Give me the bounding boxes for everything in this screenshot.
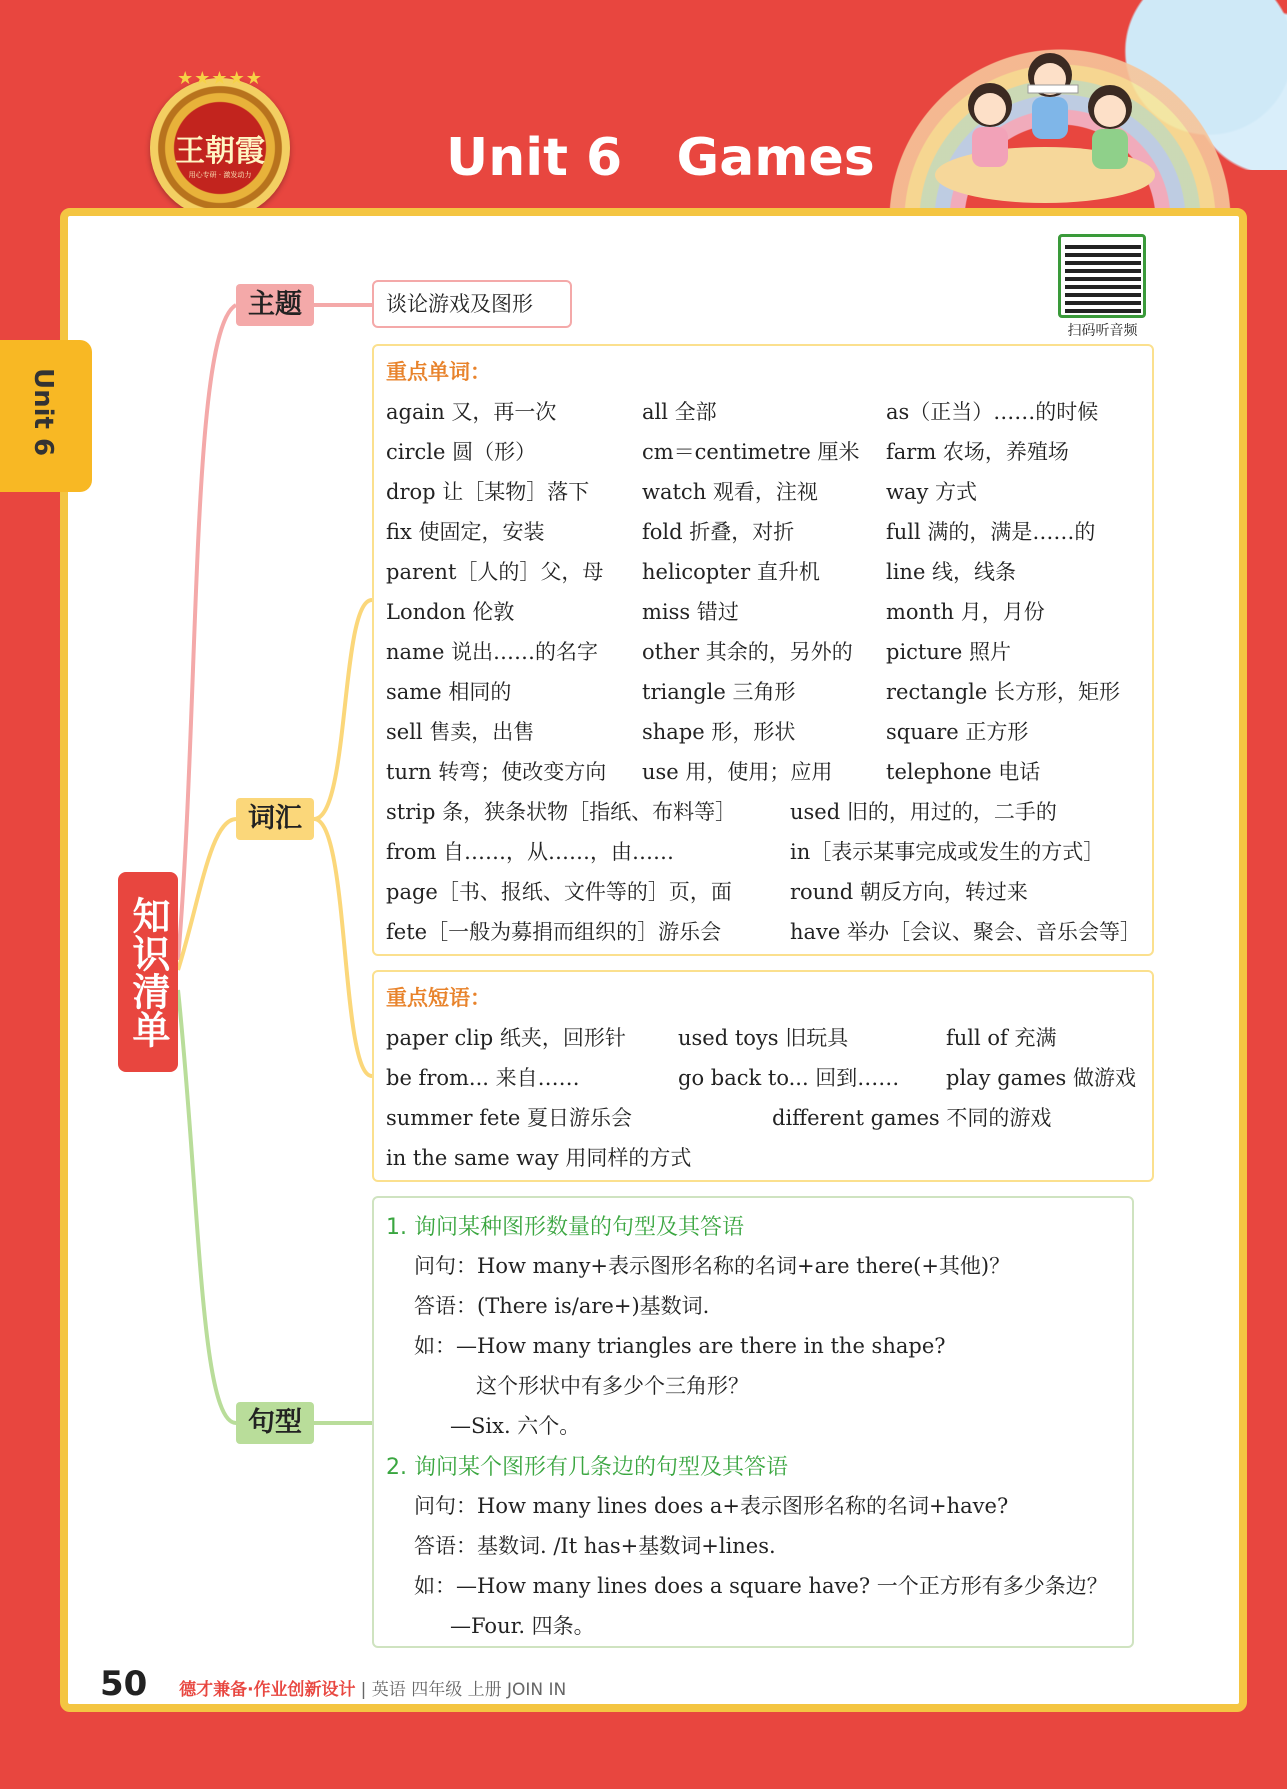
word-item: same 相同的: [386, 680, 512, 704]
word-item: cm＝centimetre 厘米: [642, 440, 860, 464]
word-item: drop 让［某物］落下: [386, 480, 590, 504]
word-item: rectangle 长方形，矩形: [886, 680, 1120, 704]
pattern-2-example: 如：—How many lines does a square have? 一个正方形有多少条边？: [414, 1574, 1108, 1598]
pattern-1-answer: 答语：(There is/are+)基数词.: [414, 1294, 710, 1318]
page-number: 50: [100, 1664, 148, 1704]
word-item: strip 条，狭条状物［指纸、布料等］: [386, 800, 737, 824]
topic-box: 谈论游戏及图形: [372, 280, 572, 328]
footer-brand: 德才兼备·作业创新设计: [179, 1680, 356, 1700]
sentence-patterns-box: [372, 1196, 1134, 1648]
side-tab-label: Unit 6: [28, 368, 58, 457]
word-item: month 月，月份: [886, 600, 1045, 624]
key-words-box: [372, 344, 1154, 956]
word-item: round 朝反方向，转过来: [790, 880, 1028, 904]
word-item: fete［一般为募捐而组织的］游乐会: [386, 920, 722, 944]
word-item: square 正方形: [886, 720, 1029, 744]
word-item: as（正当）……的时候: [886, 400, 1099, 424]
pattern-1-example-answer: —Six. 六个。: [450, 1414, 581, 1438]
word-item: from 自……，从……，由……: [386, 840, 675, 864]
phrase-item: be from... 来自……: [386, 1066, 580, 1090]
word-item: triangle 三角形: [642, 680, 796, 704]
word-item: way 方式: [886, 480, 978, 504]
word-item: name 说出……的名字: [386, 640, 599, 664]
star-icons: ★★★★★: [177, 68, 263, 89]
word-item: telephone 电话: [886, 760, 1041, 784]
page-footer: [100, 1664, 566, 1704]
pattern-1-title: 1. 询问某种图形数量的句型及其答语: [386, 1215, 744, 1240]
phrase-item: full of 充满: [946, 1026, 1057, 1050]
word-item: sell 售卖，出售: [386, 720, 535, 744]
pattern-2-answer: 答语：基数词. /It has+基数词+lines.: [414, 1534, 776, 1558]
pattern-1-question: 问句：How many+表示图形名称的名词+are there(+其他)？: [414, 1254, 1011, 1278]
pattern-2-title: 2. 询问某个图形有几条边的句型及其答语: [386, 1455, 788, 1480]
word-item: again 又，再一次: [386, 400, 557, 424]
word-item: have 举办［会议、聚会、音乐会等］: [790, 920, 1142, 944]
phrase-item: different games 不同的游戏: [772, 1106, 1052, 1130]
phrase-item: go back to... 回到……: [678, 1066, 900, 1090]
key-phrases-box: [372, 970, 1154, 1182]
logo-subtext: 用心专研 · 激发动力: [188, 171, 252, 179]
sentence-pattern-tag: 句型: [236, 1402, 314, 1444]
word-item: watch 观看，注视: [642, 480, 818, 504]
word-item: helicopter 直升机: [642, 560, 820, 584]
pattern-1-example: 如：—How many triangles are there in the shape?: [414, 1334, 946, 1358]
word-item: turn 转弯；使改变方向: [386, 760, 607, 784]
word-item: picture 照片: [886, 640, 1012, 664]
phrase-item: used toys 旧玩具: [678, 1026, 849, 1050]
footer-book-info: | 英语 四年级 上册 JOIN IN: [360, 1680, 567, 1700]
word-item: other 其余的，另外的: [642, 640, 853, 664]
phrase-item: summer fete 夏日游乐会: [386, 1106, 633, 1130]
key-phrases-title: 重点短语：: [386, 986, 491, 1010]
qr-label: 扫码听音频: [1067, 323, 1138, 339]
word-item: London 伦敦: [386, 600, 515, 624]
phrase-item: paper clip 纸夹，回形针: [386, 1026, 626, 1050]
pattern-2-example-answer: —Four. 四条。: [450, 1614, 595, 1638]
pattern-2-question: 问句：How many lines does a+表示图形名称的名词+have?: [414, 1494, 1009, 1518]
word-item: miss 错过: [642, 600, 739, 624]
word-item: parent［人的］父，母: [386, 560, 604, 584]
word-item: full 满的，满是……的: [886, 520, 1096, 544]
word-item: all 全部: [642, 400, 717, 424]
knowledge-list-tag: 知识清单: [118, 872, 178, 1072]
key-words-title: 重点单词：: [386, 360, 491, 384]
phrase-item: in the same way 用同样的方式: [386, 1146, 692, 1170]
unit-title: Unit 6 Games: [446, 128, 875, 188]
topic-tag: 主题: [236, 284, 314, 326]
word-item: page［书、报纸、文件等的］页，面: [386, 880, 732, 904]
word-item: use 用，使用；应用: [642, 760, 833, 784]
word-item: fold 折叠，对折: [642, 520, 795, 544]
vocabulary-tag: 词汇: [236, 798, 314, 840]
word-item: in［表示某事完成或发生的方式］: [790, 840, 1105, 864]
word-item: fix 使固定，安装: [386, 520, 545, 544]
logo-text: 王朝霞: [175, 134, 265, 169]
word-item: line 线，线条: [886, 560, 1017, 584]
word-item: shape 形，形状: [642, 720, 796, 744]
word-item: circle 圆（形）: [386, 440, 537, 464]
phrase-item: play games 做游戏: [946, 1066, 1136, 1090]
word-item: used 旧的，用过的，二手的: [790, 800, 1057, 824]
pattern-1-example-translation: 这个形状中有多少个三角形？: [476, 1374, 749, 1398]
word-item: farm 农场，养殖场: [886, 440, 1069, 464]
